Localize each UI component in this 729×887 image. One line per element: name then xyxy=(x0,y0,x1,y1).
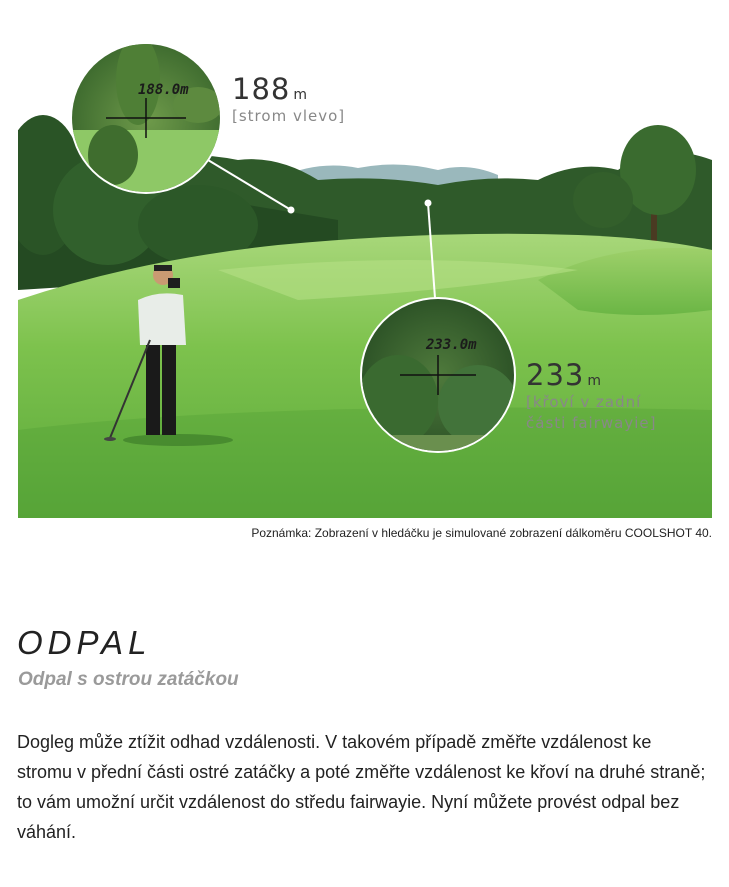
section-title: ODPAL xyxy=(17,624,152,661)
distance-callout-bush xyxy=(526,358,656,434)
distance-value: 188 xyxy=(232,72,291,106)
distance-description-line1: [křoví v zadní xyxy=(526,393,642,411)
section-subtitle: Odpal s ostrou zatáčkou xyxy=(18,669,239,690)
section-body: Dogleg může ztížit odhad vzdálenosti. V takovém případě změřte vzdálenost ke stromu v přední části ostré zatáčky a poté změřte vzdálenost ke křoví na druhé straně; to vám umožní určit vzdálenost do středu fairwayie. Nyní můžete provést odpal bez váhání. xyxy=(17,732,706,842)
distance-callout-tree xyxy=(232,72,345,127)
distance-unit: m xyxy=(587,373,601,389)
viewfinder-reading-bush: 233.0m xyxy=(426,337,477,353)
target-marker-icon xyxy=(288,207,295,214)
image-caption: Poznámka: Zobrazení v hledáčku je simulované zobrazení dálkoměru COOLSHOT 40. xyxy=(251,526,712,540)
distance-description: [strom vlevo] xyxy=(232,107,346,125)
viewfinder-reading-tree: 188.0m xyxy=(138,82,189,98)
golf-course-scene xyxy=(18,10,712,518)
distance-description-line2: části fairwayie] xyxy=(526,414,657,432)
distance-unit: m xyxy=(293,87,307,103)
hero-golf-course-image xyxy=(18,10,712,518)
distance-value: 233 xyxy=(526,358,585,392)
